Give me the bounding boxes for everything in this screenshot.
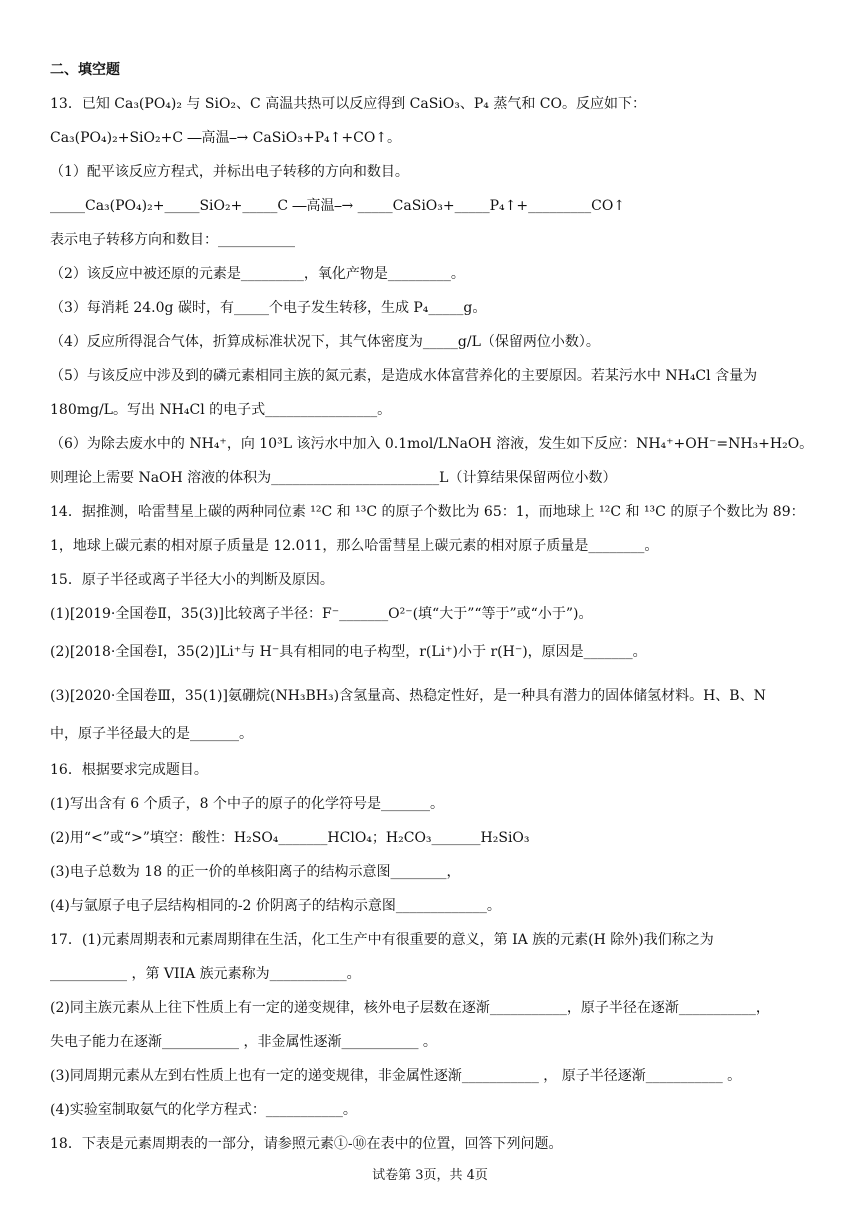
q13-part5-b: 180mg/L。写出 NH₄Cl 的电子式________________。 xyxy=(50,402,392,418)
q15-stem: 15．原子半径或离子半径大小的判断及原因。 xyxy=(50,572,334,588)
q16-part3: (3)电子总数为 18 的正一价的单核阳离子的结构示意图________， xyxy=(50,864,461,880)
q13-part2: （2）该反应中被还原的元素是_________，氧化产物是_________。 xyxy=(50,266,465,282)
q15-part2: (2)[2018·全国卷Ⅰ，35(2)]Li⁺与 H⁻具有相同的电子构型，r(Li⁺)小于 r(H⁻)，原因是_______。 xyxy=(50,644,647,660)
q17-part3: (3)同周期元素从左到右性质上也有一定的递变规律，非金属性逐渐___________ ， 原子半径逐渐___________ 。 xyxy=(50,1068,742,1084)
q13-part6-a: （6）为除去废水中的 NH₄⁺，向 10³L 该污水中加入 0.1mol/LNaOH 溶液，发生如下反应：NH₄⁺+OH⁻=NH₃+H₂O。 xyxy=(50,436,814,452)
q13-balance-blanks: _____Ca₃(PO₄)₂+_____SiO₂+_____C ⎯⎯高温⎯→ _____CaSiO₃+_____P₄↑+_________CO↑ xyxy=(50,198,626,214)
q13-part6-b: 则理论上需要 NaOH 溶液的体积为________________________L（计算结果保留两位小数） xyxy=(50,470,617,486)
q15-part3-b: 中，原子半径最大的是_______。 xyxy=(50,726,253,742)
q14-b: 1，地球上碳元素的相对原子质量是 12.011，那么哈雷彗星上碳元素的相对原子质量是________。 xyxy=(50,538,659,554)
q13-equation: Ca₃(PO₄)₂+SiO₂+C ⎯⎯高温⎯→ CaSiO₃+P₄↑+CO↑。 xyxy=(50,130,402,146)
q16-part2: (2)用“<”或“>”填空：酸性：H₂SO₄_______HClO₄；H₂CO₃_______H₂SiO₃ xyxy=(50,830,530,846)
q15-part1: (1)[2019·全国卷Ⅱ，35(3)]比较离子半径：F⁻_______O²⁻(填“大于”“等于”或“小于”)。 xyxy=(50,606,593,622)
q13-part5-a: （5）与该反应中涉及到的磷元素相同主族的氮元素，是造成水体富营养化的主要原因。若某污水中 NH₄Cl 含量为 xyxy=(50,368,758,384)
section-title: 二、填空题 xyxy=(50,62,120,78)
q16-stem: 16．根据要求完成题目。 xyxy=(50,762,208,778)
q13-stem: 13．已知 Ca₃(PO₄)₂ 与 SiO₂、C 高温共热可以反应得到 CaSiO₃、P₄ 蒸气和 CO。反应如下： xyxy=(50,96,646,112)
q18-stem: 18．下表是元素周期表的一部分，请参照元素①-⑩在表中的位置，回答下列问题。 xyxy=(50,1136,563,1152)
q13-part1: （1）配平该反应方程式，并标出电子转移的方向和数目。 xyxy=(50,164,409,180)
page-footer: 试卷第 3页，共 4页 xyxy=(372,1168,488,1183)
q14-a: 14．据推测，哈雷彗星上碳的两种同位素 ¹²C 和 ¹³C 的原子个数比为 65：1，而地球上 ¹²C 和 ¹³C 的原子个数比为 89： xyxy=(50,504,805,520)
q16-part4: (4)与氩原子电子层结构相同的-2 价阴离子的结构示意图_____________。 xyxy=(50,898,501,914)
q17-part2-a: (2)同主族元素从上往下性质上有一定的递变规律，核外电子层数在逐渐___________，原子半径在逐渐___________， xyxy=(50,1000,770,1016)
q17-part4: (4)实验室制取氨气的化学方程式：___________。 xyxy=(50,1102,357,1118)
q13-electron-transfer: 表示电子转移方向和数目：___________ xyxy=(50,232,295,248)
q13-part4: （4）反应所得混合气体，折算成标准状况下，其气体密度为_____g/L（保留两位小数）。 xyxy=(50,334,600,350)
q16-part1: (1)写出含有 6 个质子，8 个中子的原子的化学符号是_______。 xyxy=(50,796,444,812)
q17-part1-a: 17．(1)元素周期表和元素周期律在生活，化工生产中有很重要的意义，第 IA 族的元素(H 除外)我们称之为 xyxy=(50,932,714,948)
q15-part3-a: (3)[2020·全国卷Ⅲ，35(1)]氨硼烷(NH₃BH₃)含氢量高、热稳定性好，是一种具有潜力的固体储氢材料。H、B、N xyxy=(50,688,766,704)
q17-part2-b: 失电子能力在逐渐___________ ，非金属性逐渐___________ 。 xyxy=(50,1034,437,1050)
q17-part1-b: ___________ ，第 VIIA 族元素称为___________。 xyxy=(50,966,361,982)
q13-part3: （3）每消耗 24.0g 碳时，有_____个电子发生转移，生成 P₄_____g。 xyxy=(50,300,487,316)
